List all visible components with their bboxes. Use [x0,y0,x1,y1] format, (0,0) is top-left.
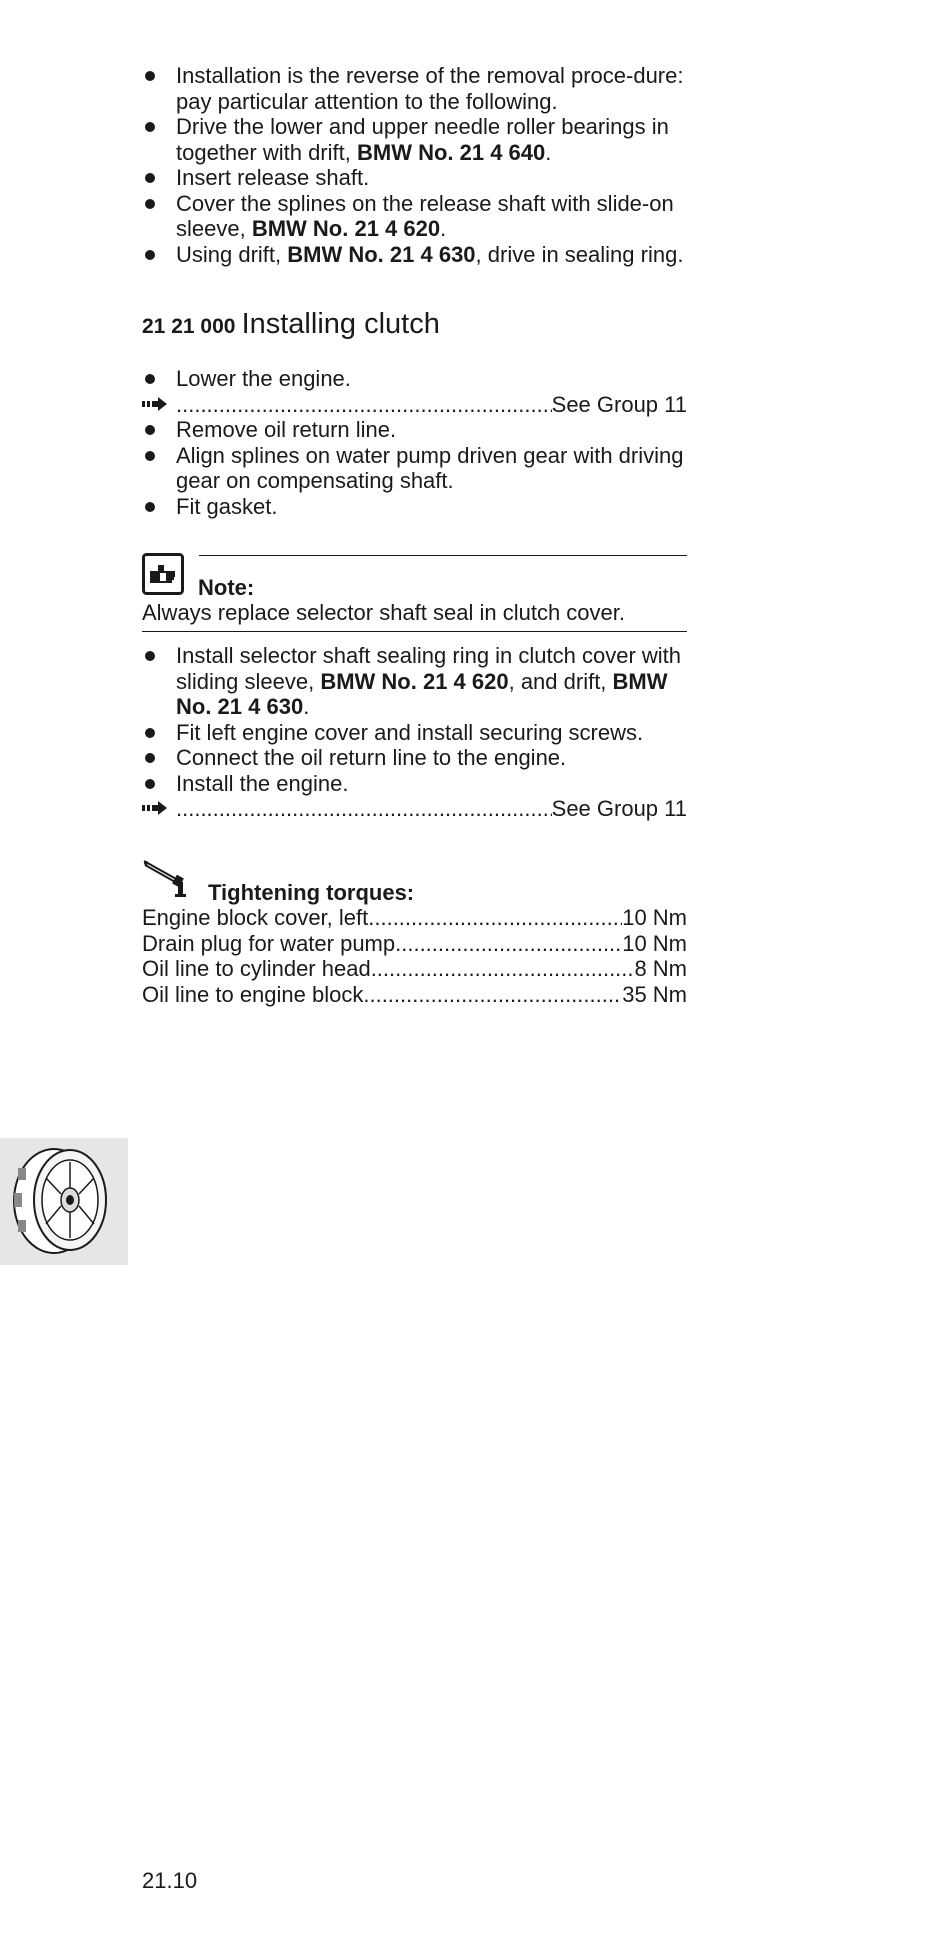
list-item [142,63,687,114]
arrow-right-icon [142,392,168,417]
torque-row [142,931,687,957]
step-text: Remove oil return line. [176,417,397,442]
note-text: Always replace selector shaft seal in clutch cover. [142,600,626,625]
torque-label: Oil line to cylinder head [142,956,371,981]
section-title: Installing clutch [241,308,440,340]
torque-table [142,905,687,1007]
torque-label: Engine block cover, left [142,905,369,930]
step-text: . [303,694,310,719]
step-text: . [440,216,447,241]
torque-row [142,956,687,982]
list-item [142,643,687,720]
leader-dots [395,931,622,957]
torque-value: 10 Nm [622,930,687,956]
list-item [142,494,687,520]
cross-reference [142,392,687,418]
tool-number: BMW No. 21 4 630 [287,241,476,267]
note-rule-top [199,555,687,556]
tool-number: BMW No. 21 4 630 [176,668,668,719]
clutch-steps-list-b [142,643,687,822]
reference-text: See Group 11 [551,391,687,417]
list-item [142,720,687,746]
reference-text: See Group 11 [551,796,687,821]
thumbnail-tab [0,1138,128,1265]
torque-row [142,982,687,1008]
install-steps-list [142,63,687,267]
arrow-right-icon [142,796,168,821]
step-text: Fit gasket. [176,493,278,519]
list-item [142,242,687,268]
leader-dots [368,905,622,931]
list-item [142,745,687,771]
note-rule-bottom [142,631,687,632]
section-heading [142,308,687,340]
section-number: 21 21 000 [142,315,236,338]
step-text: Using drift, [176,241,288,267]
note-hand-icon [142,553,184,595]
list-item [142,114,687,165]
step-text: Drive the lower and upper needle roller bearings in together with drift, [176,114,669,165]
torque-value: 8 Nm [634,956,687,981]
leader-dots [176,392,552,418]
clutch-steps-list-a [142,366,687,519]
list-item [142,165,687,191]
torque-title: Tightening torques: [208,880,415,905]
step-text: Fit left engine cover and install securing screws. [176,719,644,745]
torque-row [142,905,687,931]
leader-dots [371,956,635,982]
cross-reference [142,796,687,822]
step-text: Install selector shaft sealing ring in clutch cover with sliding sleeve, [176,643,682,694]
tool-number: BMW No. 21 4 620 [320,668,509,694]
leader-dots [176,796,552,822]
torque-wrench-icon [142,858,194,898]
step-text: Connect the oil return line to the engine. [176,745,567,770]
clutch-drum-icon [0,1138,128,1265]
step-text: , drive in sealing ring. [475,241,684,267]
torque-label: Drain plug for water pump [142,930,396,956]
step-text: Installation is the reverse of the removal proce-dure: pay particular attention to the following. [176,63,684,114]
torque-value: 35 Nm [622,981,687,1007]
list-item [142,771,687,797]
page-number: 21.10 [142,1868,198,1893]
tool-number: BMW No. 21 4 640 [356,139,546,165]
list-item [142,366,687,392]
step-text: , and drift, [508,668,613,694]
step-text: Install the engine. [176,770,349,796]
step-text: Align splines on water pump driven gear with driving gear on compensating shaft. [176,442,684,493]
leader-dots [363,982,622,1008]
step-text: Cover the splines on the release shaft with slide-on sleeve, [176,190,674,241]
torque-value: 10 Nm [622,905,687,930]
torque-label: Oil line to engine block [142,981,364,1007]
note-title: Note: [198,575,255,600]
list-item [142,443,687,494]
list-item [142,191,687,242]
step-text: . [545,139,552,165]
step-text: Insert release shaft. [176,165,370,190]
list-item [142,417,687,443]
tool-number: BMW No. 21 4 620 [251,216,441,241]
step-text: Lower the engine. [176,366,351,391]
